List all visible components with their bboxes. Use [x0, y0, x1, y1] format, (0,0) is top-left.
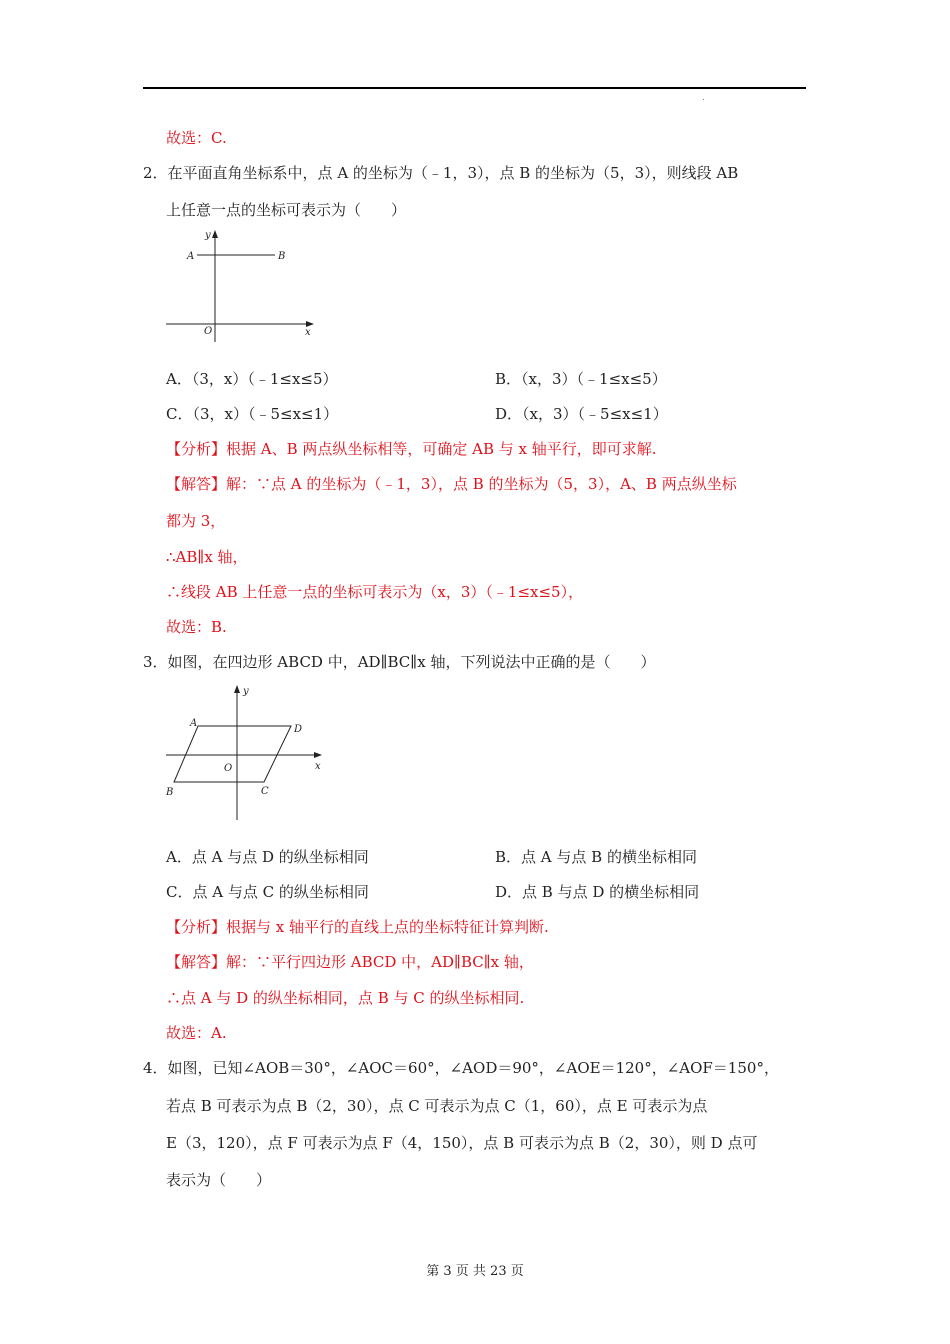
q3-label-x: x [315, 761, 321, 772]
q4-stem-line4: 表示为（ ） [166, 1171, 272, 1189]
q2-option-b: B．（x，3）（﹣1≤x≤5） [495, 370, 667, 388]
q2-label-a: A [187, 251, 195, 262]
q3-answer: 故选：A. [166, 1024, 227, 1042]
q2-solution-line2: 都为 3， [166, 512, 226, 530]
q3-label-c: C [261, 786, 269, 797]
q2-analysis: 【分析】根据 A、B 两点纵坐标相等，可确定 AB 与 x 轴平行，即可求解. [166, 440, 657, 458]
q3-solution-line1: 【解答】解：∵平行四边形 ABCD 中，AD∥BC∥x 轴， [166, 953, 534, 971]
q2-option-d: D．（x，3）（﹣5≤x≤1） [495, 405, 668, 423]
q3-parallelogram [174, 726, 291, 782]
q2-solution-line4: ∴线段 AB 上任意一点的坐标可表示为（x，3）（﹣1≤x≤5）， [166, 583, 584, 601]
q2-label-x: x [305, 327, 311, 338]
page-footer: 第 3 页 共 23 页 [426, 1264, 524, 1279]
q3-label-y: y [243, 686, 249, 697]
q3-solution-line2: ∴点 A 与 D 的纵坐标相同，点 B 与 C 的纵坐标相同. [166, 989, 525, 1007]
q2-solution-line1: 【解答】解：∵点 A 的坐标为（﹣1，3），点 B 的坐标为（5，3），A、B 两点纵坐标 [166, 475, 737, 493]
header-rule [143, 87, 806, 89]
q2-solution-line3: ∴AB∥x 轴， [166, 548, 248, 566]
q3-figure [160, 680, 335, 825]
q2-figure [160, 226, 325, 346]
q2-stem-line1: 2．在平面直角坐标系中，点 A 的坐标为（﹣1，3），点 B 的坐标为（5，3），则线段 AB [143, 164, 739, 182]
q1-answer: 故选：C. [166, 129, 227, 147]
q2-label-b: B [278, 251, 286, 262]
q2-y-arrow [212, 230, 218, 238]
q3-option-c: C．点 A 与点 C 的纵坐标相同 [166, 883, 369, 901]
q3-label-d: D [294, 724, 303, 735]
header-dot [703, 99, 704, 100]
q2-label-y: y [205, 230, 211, 241]
q2-stem-line2: 上任意一点的坐标可表示为（ ） [166, 201, 407, 219]
q2-option-a: A．（3，x）（﹣1≤x≤5） [166, 370, 338, 388]
q3-option-b: B．点 A 与点 B 的横坐标相同 [495, 848, 697, 866]
q3-option-a: A．点 A 与点 D 的纵坐标相同 [166, 848, 369, 866]
q2-option-c: C．（3，x）（﹣5≤x≤1） [166, 405, 339, 423]
q4-stem-line2: 若点 B 可表示为点 B（2，30），点 C 可表示为点 C（1，60），点 E 可表示为点 [166, 1097, 708, 1115]
q2-label-o: O [204, 326, 213, 337]
q3-label-a: A [190, 718, 198, 729]
q3-label-o: O [224, 763, 233, 774]
q3-label-b: B [166, 787, 174, 798]
q3-option-d: D．点 B 与点 D 的横坐标相同 [495, 883, 700, 901]
q4-stem-line3: E（3，120），点 F 可表示为点 F（4，150），点 B 可表示为点 B（2，30），则 D 点可 [166, 1134, 758, 1152]
q3-analysis: 【分析】根据与 x 轴平行的直线上点的坐标特征计算判断. [166, 918, 549, 936]
q2-answer: 故选：B. [166, 618, 227, 636]
q3-stem: 3．如图，在四边形 ABCD 中，AD∥BC∥x 轴，下列说法中正确的是（ ） [143, 653, 656, 671]
q4-stem-line1: 4．如图，已知∠AOB＝30°，∠AOC＝60°，∠AOD＝90°，∠AOE＝120°，∠AOF＝150°， [143, 1059, 779, 1077]
q3-y-arrow [234, 685, 240, 693]
q3-x-arrow [314, 752, 322, 758]
